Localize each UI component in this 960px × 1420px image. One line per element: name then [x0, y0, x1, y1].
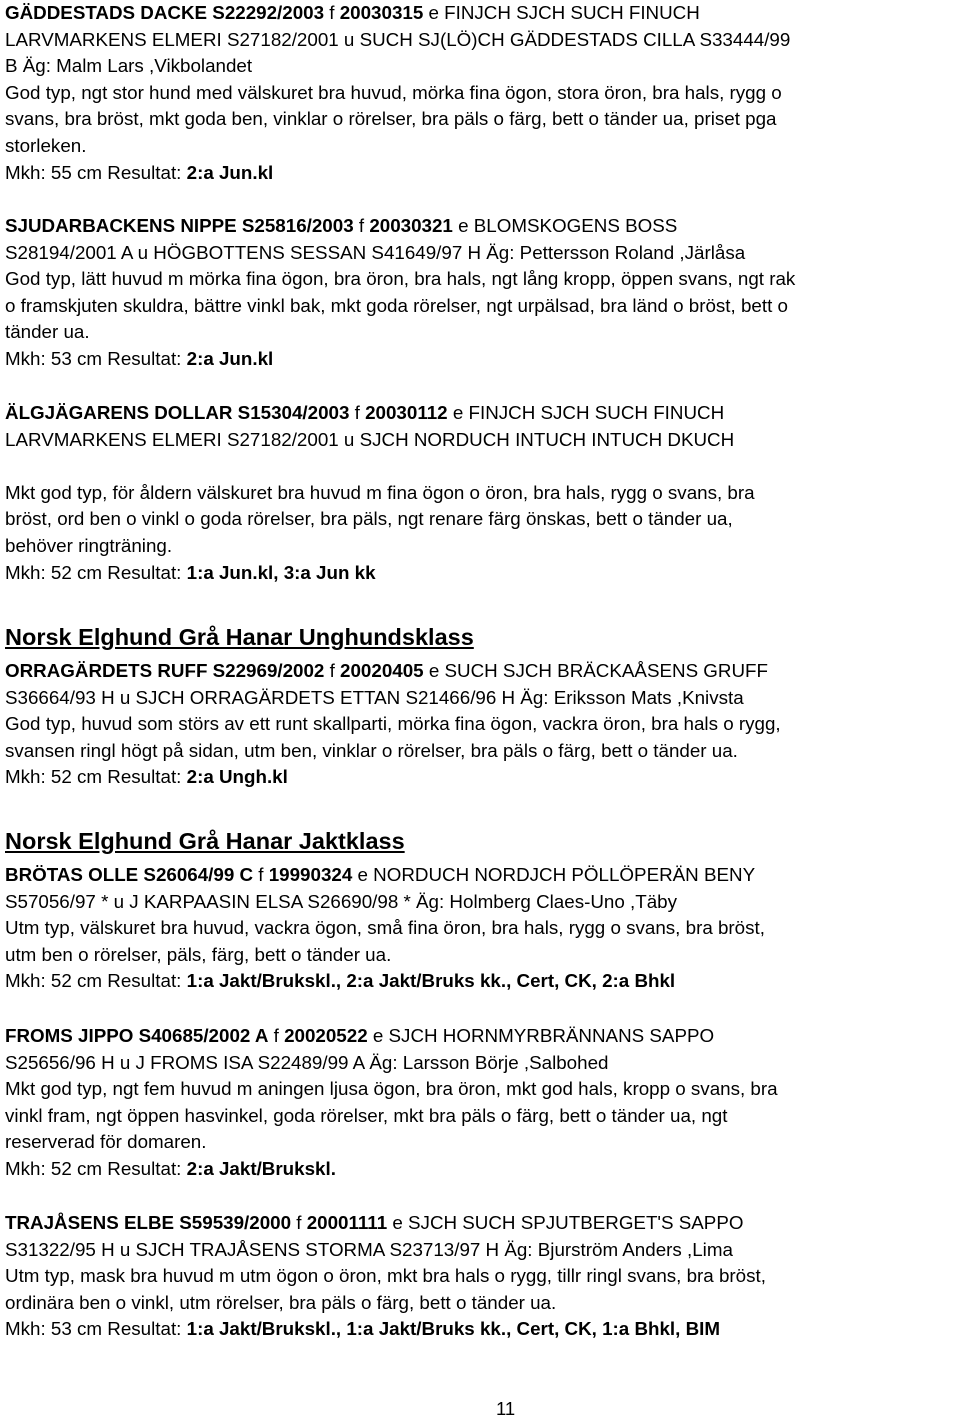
text: f: [253, 864, 269, 885]
description-line: behöver ringträning.: [5, 534, 173, 556]
text: f: [324, 660, 341, 681]
height-label: Mkh: 53 cm Resultat:: [5, 1318, 187, 1340]
text: S25656/96 H u J FROMS ISA S22489/99 A Äg: Larsson Börje ,Salbohed: [5, 1051, 609, 1073]
description-line: vinkl fram, ngt öppen hasvinkel, goda rörelser, mkt bra päls o färg, bett o tänder ua, ngt: [5, 1104, 728, 1126]
bold-text: 19990324: [268, 864, 353, 885]
text: f: [349, 402, 366, 423]
result-line: [5, 764, 955, 791]
entry-heading-line: [5, 213, 955, 240]
result-line: [5, 160, 955, 187]
result-line: [5, 968, 955, 995]
height-label: Mkh: 52 cm Resultat:: [5, 766, 187, 788]
description-line: Mkt god typ, för åldern välskuret bra huvud m fina ögon o öron, bra hals, rygg o svans, bra: [5, 481, 755, 503]
bold-text: 20030315: [339, 2, 424, 23]
text: S36664/93 H u SJCH ORRAGÄRDETS ETTAN S21466/96 H Äg: Eriksson Mats ,Knivsta: [5, 686, 744, 708]
entry-heading-line: [5, 240, 955, 267]
page-number: 11: [496, 1398, 516, 1419]
entry-heading-line: [5, 685, 955, 712]
text: f: [268, 1025, 285, 1046]
entry-heading-line: [5, 453, 955, 480]
entry-heading-line: [5, 1050, 955, 1077]
height-label: Mkh: 52 cm Resultat:: [5, 561, 187, 583]
height-label: Mkh: 52 cm Resultat:: [5, 970, 187, 992]
description-line: tänder ua.: [5, 321, 90, 343]
result-value: 1:a Jun.kl, 3:a Jun kk: [186, 561, 376, 583]
bold-text: 20030321: [369, 215, 453, 236]
text: S28194/2001 A u HÖGBOTTENS SESSAN S41649/97 H Äg: Pettersson Roland ,Järlåsa: [5, 241, 746, 263]
entry-heading-line: [5, 862, 955, 889]
text: LARVMARKENS ELMERI S27182/2001 u SJCH NORDUCH INTUCH INTUCH DKUCH: [5, 428, 735, 450]
description-line: Utm typ, välskuret bra huvud, vackra ögon, små fina öron, bra hals, rygg o svans, bra bröst,: [5, 917, 765, 939]
description-line: Utm typ, mask bra huvud m utm ögon o öron, mkt bra hals o rygg, tillr ringl svans, bra bröst,: [5, 1265, 766, 1287]
description-line: svans, bra bröst, mkt goda ben, vinklar o rörelser, bra päls o färg, bett o tänder ua, priset pga: [5, 108, 777, 130]
dog-entry: [5, 658, 955, 791]
bold-text: 20020522: [284, 1025, 368, 1046]
height-label: Mkh: 52 cm Resultat:: [5, 1157, 187, 1179]
dog-entry: [5, 1210, 955, 1343]
bold-text: TRAJÅSENS ELBE S59539/2000: [5, 1212, 292, 1233]
description-line: utm ben o rörelser, päls, färg, bett o tänder ua.: [5, 943, 392, 965]
text: f: [324, 2, 340, 23]
description-line: bröst, ord ben o vinkl o goda rörelser, bra päls, ngt renare färg önskas, bett o tänder ua,: [5, 508, 733, 530]
bold-text: 20030112: [365, 402, 448, 423]
result-value: 1:a Jakt/Brukskl., 1:a Jakt/Bruks kk., Cert, CK, 1:a Bhkl, BIM: [186, 1318, 721, 1340]
entry-heading-line: [5, 889, 955, 916]
text: e FINJCH SJCH SUCH FINUCH: [423, 2, 700, 23]
result-line: [5, 1156, 955, 1183]
bold-text: BRÖTAS OLLE S26064/99 C: [5, 864, 254, 885]
entry-heading-line: [5, 1210, 955, 1237]
entry-heading-line: [5, 1237, 955, 1264]
entry-heading-line: [5, 53, 955, 80]
text: f: [291, 1212, 307, 1233]
result-value: 1:a Jakt/Brukskl., 2:a Jakt/Bruks kk., Cert, CK, 2:a Bhkl: [186, 970, 676, 992]
result-value: 2:a Jun.kl: [186, 161, 274, 183]
bold-text: ÄLGJÄGARENS DOLLAR S15304/2003: [5, 402, 350, 423]
result-value: 2:a Jun.kl: [186, 347, 274, 369]
text: e SJCH HORNMYRBRÄNNANS SAPPO: [367, 1025, 715, 1046]
bold-text: 20001111: [306, 1212, 388, 1233]
dog-entry: [5, 400, 955, 586]
result-value: 2:a Jakt/Brukskl.: [186, 1157, 336, 1179]
bold-text: GÄDDESTADS DACKE S22292/2003: [5, 2, 325, 23]
description-line: reserverad för domaren.: [5, 1131, 207, 1153]
description-line: God typ, lätt huvud m mörka fina ögon, bra öron, bra hals, ngt lång kropp, öppen svans, ngt rak: [5, 268, 796, 290]
text: B Äg: Malm Lars ,Vikbolandet: [5, 55, 253, 77]
height-label: Mkh: 55 cm Resultat:: [5, 161, 187, 183]
bold-text: ORRAGÄRDETS RUFF S22969/2002: [5, 660, 325, 681]
height-label: Mkh: 53 cm Resultat:: [5, 347, 187, 369]
text: S31322/95 H u SJCH TRAJÅSENS STORMA S23713/97 H Äg: Bjurström Anders ,Lima: [5, 1238, 733, 1260]
entry-heading-line: [5, 427, 955, 454]
entry-heading-line: [5, 1023, 955, 1050]
result-line: [5, 346, 955, 373]
text: S57056/97 * u J KARPAASIN ELSA S26690/98 * Äg: Holmberg Claes-Uno ,Täby: [5, 890, 677, 912]
text: e FINJCH SJCH SUCH FINUCH: [447, 402, 725, 423]
result-value: 2:a Ungh.kl: [186, 766, 288, 788]
description-line: o framskjuten skuldra, bättre vinkl bak, mkt goda rörelser, ngt urpälsad, bra länd o bröst, bett o: [5, 294, 788, 316]
result-line: [5, 560, 955, 587]
text: f: [353, 215, 370, 236]
section-heading-unghund: Norsk Elghund Grå Hanar Unghundsklass: [5, 624, 474, 650]
description-line: Mkt god typ, ngt fem huvud m aningen ljusa ögon, bra öron, mkt god hals, kropp o svans, bra: [5, 1078, 778, 1100]
dog-entry: [5, 213, 955, 373]
dog-entry: [5, 0, 955, 186]
bold-text: FROMS JIPPO S40685/2002 A: [5, 1025, 269, 1046]
bold-text: SJUDARBACKENS NIPPE S25816/2003: [5, 215, 354, 236]
entry-heading-line: [5, 400, 955, 427]
result-line: [5, 1316, 955, 1343]
bold-text: 20020405: [340, 660, 424, 681]
section-heading-jakt: Norsk Elghund Grå Hanar Jaktklass: [5, 828, 405, 854]
text: e SUCH SJCH BRÄCKAÅSENS GRUFF: [423, 660, 768, 681]
dog-entry: [5, 862, 955, 995]
text: e NORDUCH NORDJCH PÖLLÖPERÄN BENY: [352, 864, 756, 885]
text: e BLOMSKOGENS BOSS: [452, 215, 678, 236]
text: e SJCH SUCH SPJUTBERGET'S SAPPO: [387, 1212, 744, 1233]
description-line: storleken.: [5, 134, 87, 156]
description-line: God typ, huvud som störs av ett runt skallparti, mörka fina ögon, vackra öron, bra hals o rygg,: [5, 713, 781, 735]
description-line: God typ, ngt stor hund med välskuret bra huvud, mörka fina ögon, stora öron, bra hals, rygg o: [5, 81, 782, 103]
entry-heading-line: [5, 658, 955, 685]
dog-entry: [5, 1023, 955, 1183]
text: LARVMARKENS ELMERI S27182/2001 u SUCH SJ(LÖ)CH GÄDDESTADS CILLA S33444/99: [5, 28, 791, 50]
entry-heading-line: [5, 0, 955, 27]
description-line: svansen ringl högt på sidan, utm ben, vinklar o rörelser, bra päls o färg, bett o tänder ua.: [5, 739, 738, 761]
entry-heading-line: [5, 27, 955, 54]
description-line: ordinära ben o vinkl, utm rörelser, bra päls o färg, bett o tänder ua.: [5, 1291, 557, 1313]
